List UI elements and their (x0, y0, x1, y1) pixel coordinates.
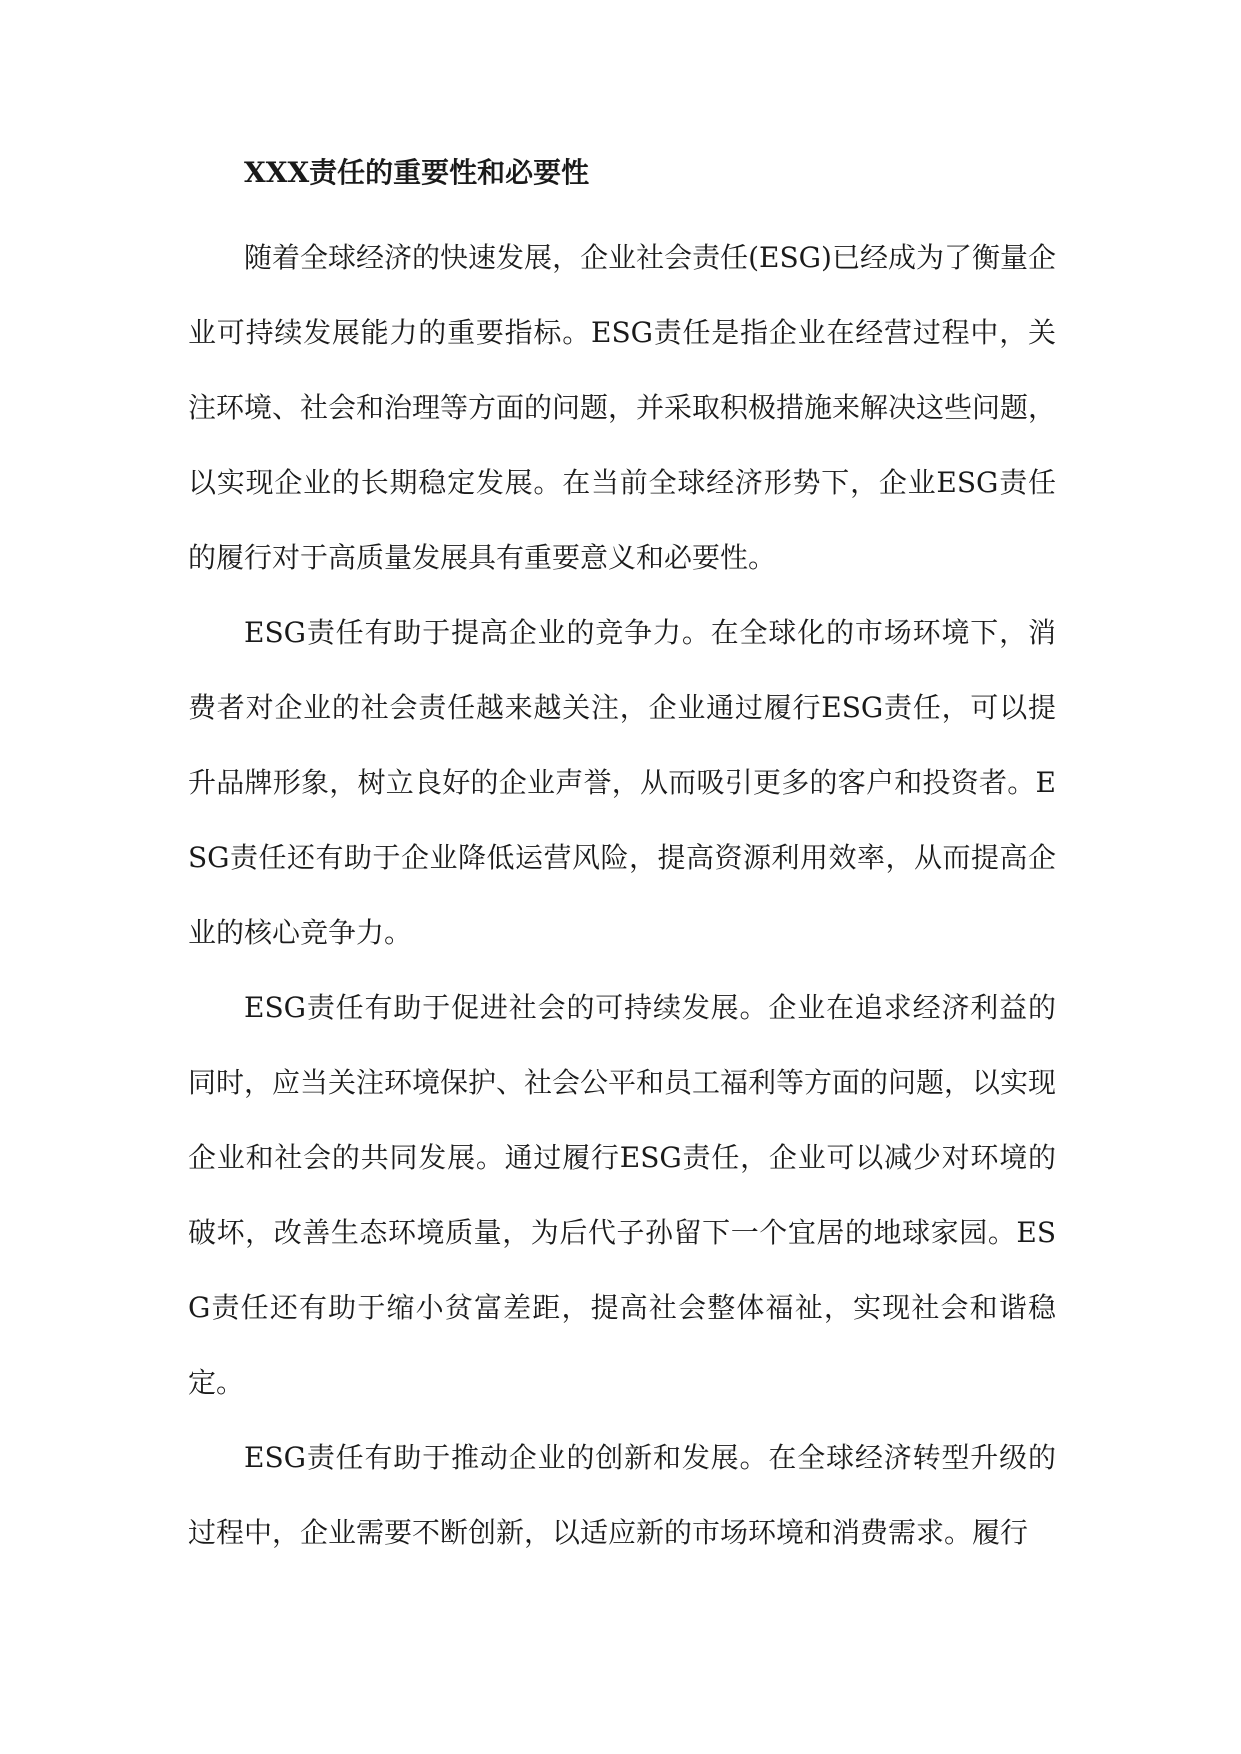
document-body (188, 146, 1056, 1570)
document-title: XXX责任的重要性和必要性 (244, 156, 590, 189)
paragraph-competitiveness: ESG责任有助于提高企业的竞争力。在全球化的市场环境下，消费者对企业的社会责任越来越关注，企业通过履行ESG责任，可以提升品牌形象，树立良好的企业声誉，从而吸引更多的客户和投资者。ESG责任还有助于企业降低运营风险，提高资源利用效率，从而提高企业的核心竞争力。 (188, 616, 1056, 949)
paragraph-intro: 随着全球经济的快速发展，企业社会责任(ESG)已经成为了衡量企业可持续发展能力的重要指标。ESG责任是指企业在经营过程中，关注环境、社会和治理等方面的问题，并采取积极措施来解决这些问题，以实现企业的长期稳定发展。在当前全球经济形势下，企业ESG责任的履行对于高质量发展具有重要意义和必要性。 (188, 241, 1057, 574)
paragraph-innovation: ESG责任有助于推动企业的创新和发展。在全球经济转型升级的过程中，企业需要不断创新，以适应新的市场环境和消费需求。履行 (188, 1441, 1056, 1549)
paragraph-sustainability: ESG责任有助于促进社会的可持续发展。企业在追求经济利益的同时，应当关注环境保护、社会公平和员工福利等方面的问题，以实现企业和社会的共同发展。通过履行ESG责任，企业可以减少对环境的破坏，改善生态环境质量，为后代子孙留下一个宜居的地球家园。ESG责任还有助于缩小贫富差距，提高社会整体福祉，实现社会和谐稳定。 (188, 991, 1057, 1399)
